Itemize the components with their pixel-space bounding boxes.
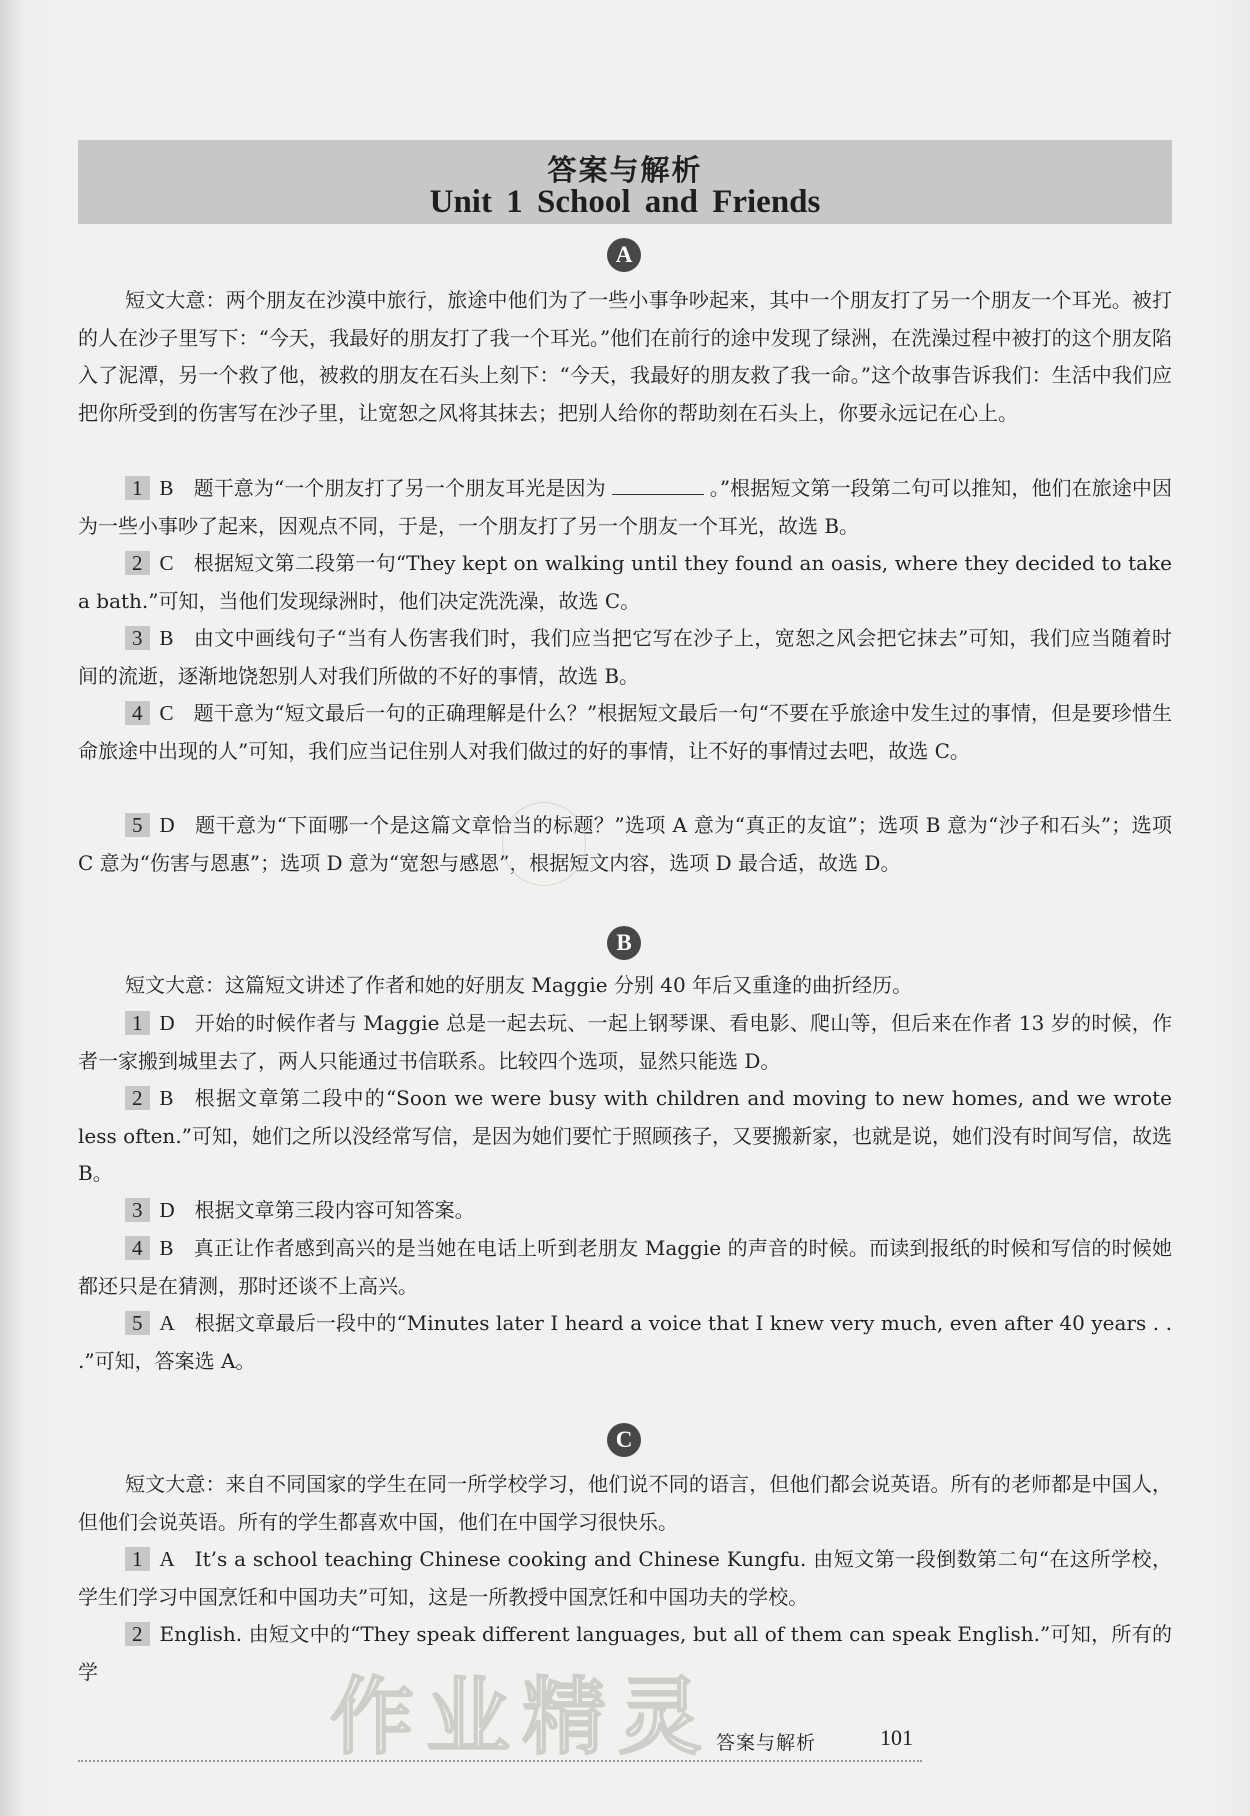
question-answer: B [159,1086,174,1110]
section-a-summary: 短文大意：两个朋友在沙漠中旅行，旅途中他们为了一些小事争吵起来，其中一个朋友打了另一个朋友一个耳光。被打的人在沙子里写下：“今天，我最好的朋友打了我一个耳光。”他们在前行的途中发现了绿洲，在洗澡过程中被打的这个朋友陷入了泥潭，另一个救了他，被救的朋友在石头上刻下：“今天，我最好的朋友救了我一命。”这个故事告诉我们：生活中我们应把你所受到的伤害写在沙子里，让宽恕之风将其抹去；把别人给你的帮助刻在石头上，你要永远记在心上。 [78,288,1172,425]
question-explanation: It’s a school teaching Chinese cooking and Chinese Kungfu. 由短文第一段倒数第二句“在这所学校，学生们学习中国烹饪和中国功夫”可知，这是一所教授中国烹饪和中国功夫的学校。 [78,1547,1172,1609]
footer-label: 答案与解析 [716,1732,817,1754]
section-a-q5 [78,807,1172,882]
question-explanation: 开始的时候作者与 Maggie 总是一起去玩、一起上钢琴课、看电影、爬山等，但后来在作者 13 岁的时候，作者一家搬到城里去了，两人只能通过书信联系。比较四个选项，显然只能选 D。 [78,1011,1172,1073]
question-explanation: 题干意为“下面哪一个是这篇文章恰当的标题？”选项 A 意为“真正的友谊”；选项 B 意为“沙子和石头”；选项 C 意为“伤害与恩惠”；选项 D 意为“宽恕与感恩”，根据短文内容，选项 D 最合适，故选 D。 [78,813,1172,875]
question-answer: B [159,626,174,650]
question-number: 2 [125,551,150,575]
section-c-q1 [78,1541,1172,1616]
question-explanation: 题干意为“一个朋友打了另一个朋友耳光是因为 [193,476,606,500]
page-title: 答案与解析 [547,153,703,187]
question-explanation: 根据文章第二段中的“Soon we were busy with children and moving to new homes, and we wrote less often.”可知，她们之所以没经常写信，是因为她们要忙于照顾孩子，又要搬新家，也就是说，她们没有时间写信，故选 B。 [78,1086,1172,1185]
section-a-q4 [78,695,1172,770]
question-number: 5 [125,813,150,837]
question-explanation: 真正让作者感到高兴的是当她在电话上听到老朋友 Maggie 的声音的时候。而读到报纸的时候和写信的时候她都还只是在猜测，那时还谈不上高兴。 [78,1236,1172,1298]
question-explanation: 题干意为“短文最后一句的正确理解是什么？”根据短文最后一句“不要在乎旅途中发生过的事情，但是要珍惜生命旅途中出现的人”可知，我们应当记住别人对我们做过的好的事情，让不好的事情过去吧，故选 C。 [78,701,1172,763]
header-band [78,140,1172,224]
section-badge-b: B [607,926,641,960]
watermark-seal [502,802,586,886]
question-answer: D [159,1198,175,1222]
question-explanation: English. 由短文中的“They speak different languages, but all of them can speak English.”可知，所有的学 [78,1622,1172,1684]
watermark-text: 作业精灵 [330,1668,715,1766]
section-a-q1 [78,470,1172,545]
question-number: 4 [125,1236,150,1260]
question-answer: C [159,551,174,575]
question-explanation-cont: 。”根据短文第一段第二句可以推知，他们在旅途中因为一些小事吵了起来，因观点不同，于是，一个朋友打了另一个朋友一个耳光，故选 B。 [78,476,1172,538]
question-number: 2 [125,1086,150,1110]
question-number: 1 [125,476,150,500]
question-answer: B [159,1236,174,1260]
section-b-summary: 短文大意：这篇短文讲述了作者和她的好朋友 Maggie 分别 40 年后又重逢的曲折经历。 [125,973,913,997]
question-number: 3 [125,626,150,650]
question-number: 1 [125,1011,150,1035]
section-b-q2 [78,1080,1172,1193]
question-answer: C [159,701,174,725]
question-explanation: 由文中画线句子“当有人伤害我们时，我们应当把它写在沙子上，宽恕之风会把它抹去”可知，我们应当随着时间的流逝，逐渐地饶恕别人对我们所做的不好的事情，故选 B。 [78,626,1172,688]
section-b-q3 [78,1192,1172,1230]
section-badge-c: C [607,1423,641,1457]
question-answer: A [159,1547,175,1571]
question-explanation: 根据短文第二段第一句“They kept on walking until they found an oasis, where they decided to take a bath.”可知，当他们发现绿洲时，他们决定洗洗澡，故选 C。 [78,551,1172,613]
section-c-summary: 短文大意：来自不同国家的学生在同一所学校学习，他们说不同的语言，但他们都会说英语。所有的老师都是中国人，但他们会说英语。所有的学生都喜欢中国，他们在中国学习很快乐。 [78,1472,1172,1534]
question-explanation: 根据文章第三段内容可知答案。 [194,1198,475,1222]
question-answer: D [159,813,175,837]
question-number: 2 [125,1622,150,1646]
question-number: 5 [125,1311,150,1335]
section-a-q2 [78,545,1172,620]
question-answer: B [159,476,174,500]
question-number: 1 [125,1547,150,1571]
page-number: 101 [880,1725,913,1750]
unit-title: Unit 1 School and Friends [429,184,821,220]
question-answer: D [159,1011,175,1035]
section-badge-a: A [607,238,641,272]
question-answer: A [159,1311,175,1335]
question-number: 3 [125,1198,150,1222]
section-b-q4 [78,1230,1172,1305]
question-explanation: 根据文章最后一段中的“Minutes later I heard a voice that I knew very much, even after 40 years . . .”可知，答案选 A。 [78,1311,1172,1373]
answer-blank [612,493,704,495]
section-b-q1 [78,1005,1172,1080]
section-b-q5 [78,1305,1172,1380]
question-number: 4 [125,701,150,725]
section-a-q3 [78,620,1172,695]
footer-divider [78,1760,922,1762]
